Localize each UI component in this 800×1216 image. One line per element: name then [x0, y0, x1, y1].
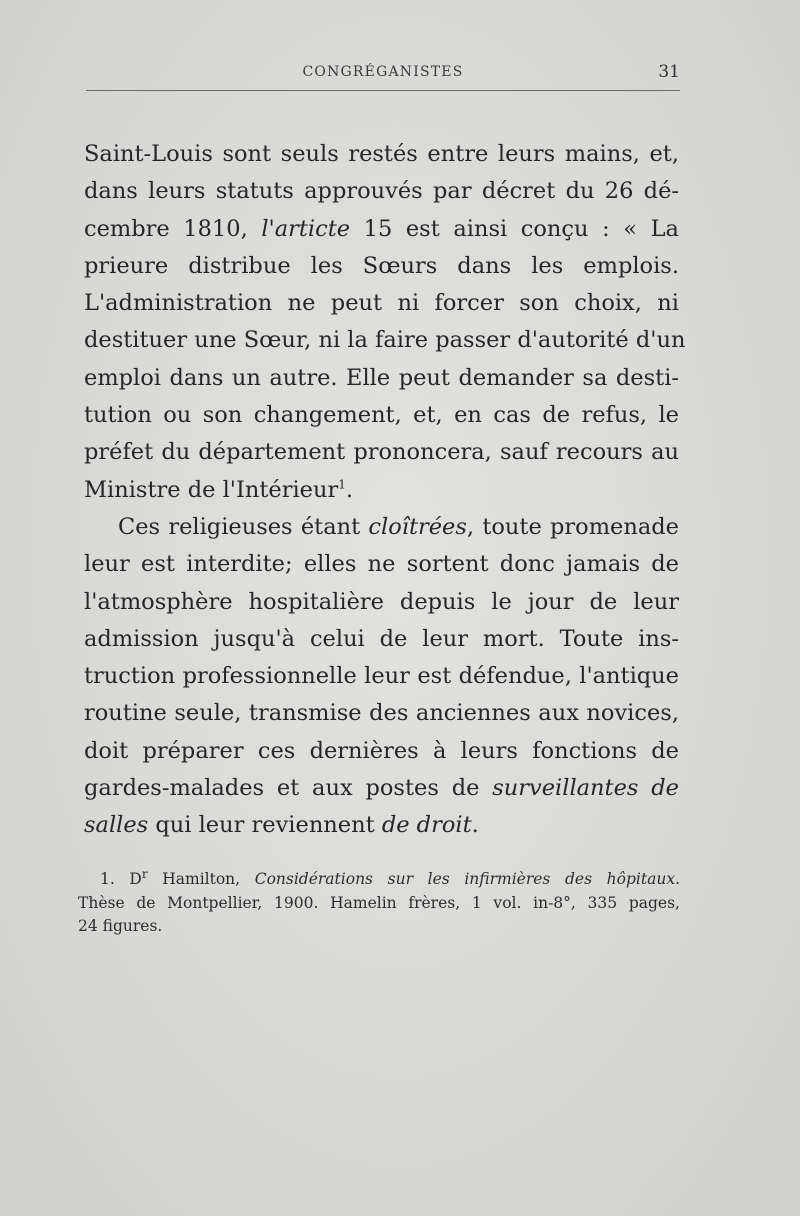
footnote-line	[78, 868, 680, 892]
text-line	[84, 211, 679, 248]
text-run: cembre 1810,	[84, 215, 262, 242]
text-line: préfet du département prononcera, sauf recours au	[84, 439, 679, 466]
footnote-marker: 1	[338, 477, 346, 492]
text-run: qui leur reviennent	[148, 812, 382, 839]
text-run: 15 est ainsi conçu : « La	[350, 215, 679, 242]
text-line: l'atmosphère hospitalière depuis le jour de leur	[84, 588, 679, 615]
italic-text: Considérations sur les infirmières des hôpitaux.	[254, 870, 680, 888]
footnotes	[78, 868, 680, 939]
running-head	[86, 60, 680, 91]
text-line: routine seule, transmise des anciennes aux novices,	[84, 700, 679, 727]
text-line: dans leurs statuts approuvés par décret du 26 dé-	[84, 178, 679, 205]
text-line: leur est interdite; elles ne sortent donc jamais de	[84, 551, 679, 578]
page-number: 31	[658, 62, 680, 82]
text-line: admission jusqu'à celui de leur mort. Toute ins-	[84, 625, 679, 652]
text-line: truction professionnelle leur est défendue, l'antique	[84, 663, 679, 690]
text-line: emploi dans un autre. Elle peut demander sa desti-	[84, 364, 679, 391]
footnote-line: Thèse de Montpellier, 1900. Hamelin frères, 1 vol. in-8°, 335 pages,	[78, 893, 680, 912]
running-title: CONGRÉGANISTES	[302, 64, 464, 80]
italic-text: surveillantes de	[492, 775, 679, 802]
italic-text: cloîtrées	[368, 513, 467, 540]
text-line: tution ou son changement, et, en cas de refus, le	[84, 402, 679, 429]
text-line: Saint-Louis sont seuls restés entre leurs mains, et,	[84, 141, 679, 167]
footnote-line: 24 figures.	[78, 917, 163, 935]
text-line	[84, 472, 679, 509]
italic-text: salles	[84, 812, 149, 839]
text-line	[84, 509, 679, 546]
superscript: r	[141, 866, 148, 881]
text-line	[84, 770, 679, 807]
text-line: prieure distribue les Sœurs dans les emplois.	[84, 252, 679, 279]
text-line: doit préparer ces dernières à leurs fonctions de	[84, 737, 679, 764]
body-text	[84, 136, 686, 845]
text-run: Ces religieuses étant	[118, 513, 369, 540]
text-line: destituer une Sœur, ni la faire passer d'autorité d'un	[84, 327, 686, 354]
text-run: .	[471, 812, 479, 839]
text-line	[84, 807, 679, 844]
text-run: Hamilton,	[147, 870, 255, 888]
italic-text: de droit	[381, 812, 472, 839]
text-run: Ministre de l'Intérieur	[84, 476, 339, 503]
text-run: .	[345, 476, 354, 503]
text-run: 1. D	[100, 870, 142, 888]
text-line: L'administration ne peut ni forcer son choix, ni	[84, 290, 679, 317]
text-run: gardes-malades et aux postes de	[84, 775, 493, 802]
italic-text: l'articte	[261, 215, 351, 242]
text-run: , toute promenade	[466, 513, 679, 540]
